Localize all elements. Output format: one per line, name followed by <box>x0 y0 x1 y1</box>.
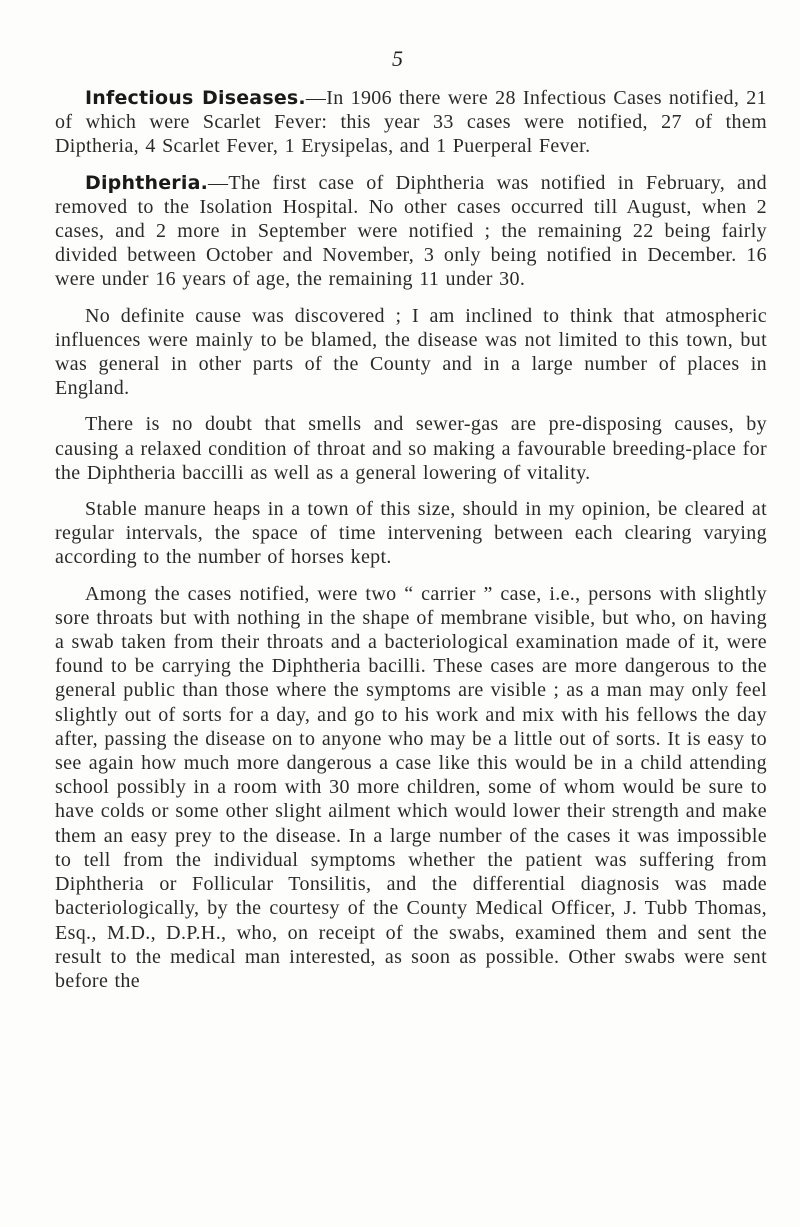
paragraph-stable-manure: Stable manure heaps in a town of this size, should in my opinion, be cleared at regular intervals, the space of time intervening between each clearing varying according to the number of horses kept. <box>55 498 767 569</box>
paragraph-text: —The first case of Diphtheria was notified in February, and removed to the Isolation Hospital. No other cases occurred till August, when 2 cases, and 2 more in September were notified ; the remaining 22 being fairly divided between October and November, 3 only being notified in December. 16 were under 16 years of age, the remaining 11 under 30. <box>55 171 767 291</box>
paragraph-diphtheria <box>55 171 767 292</box>
paragraph-carrier-cases: Among the cases notified, were two “ carrier ” case, i.e., persons with slightly sore throats but with nothing in the shape of membrane visible, but who, on having a swab taken from their throats and a bacteriological examination made of it, were found to be carrying the Diphtheria bacilli. These cases are more dangerous to the general public than those where the symptoms are visible ; as a man may only feel slightly out of sorts for a day, and go to his work and mix with his fellows the day after, passing the disease on to anyone who may be a little out of sorts. It is easy to see again how much more dangerous a case like this would be in a child attending school possibly in a room with 30 more children, some of whom would be sure to have colds or some other slight ailment which would lower their strength and make them an easy prey to the disease. In a large number of the cases it was impossible to tell from the individual symptoms whether the patient was suffering from Diphtheria or Follicular Tonsilitis, and the differential diagnosis was made bacteriologically, by the courtesy of the County Medical Officer, J. Tubb Thomas, Esq., M.D., D.P.H., who, on receipt of the swabs, examined them and sent the result to the medical man interested, as soon as possible. Other swabs were sent before the <box>55 582 767 992</box>
paragraph-sewer-gas: There is no doubt that smells and sewer-gas are pre-disposing causes, by causing a relaxed condition of throat and so making a favourable breeding-place for the Diphtheria baccilli as well as a general lowering of vitality. <box>55 413 767 484</box>
page-number: 5 <box>392 46 403 71</box>
paragraph-infectious-diseases <box>55 86 767 159</box>
paragraph-text: —In 1906 there were 28 Infectious Cases notified, 21 of which were Scarlet Fever: this year 33 cases were notified, 27 of them Diptheria, 4 Scarlet Fever, 1 Erysipelas, and 1 Puerperal Fever. <box>55 87 767 158</box>
paragraph-cause: No definite cause was discovered ; I am inclined to think that atmospheric influences were mainly to be blamed, the disease was not limited to this town, but was general in other parts of the County and in a large number of places in England. <box>55 304 767 400</box>
section-heading-diphtheria: Diphtheria. <box>85 171 209 194</box>
section-heading-infectious-diseases: Infectious Diseases. <box>85 87 306 109</box>
document-body <box>55 86 767 1005</box>
